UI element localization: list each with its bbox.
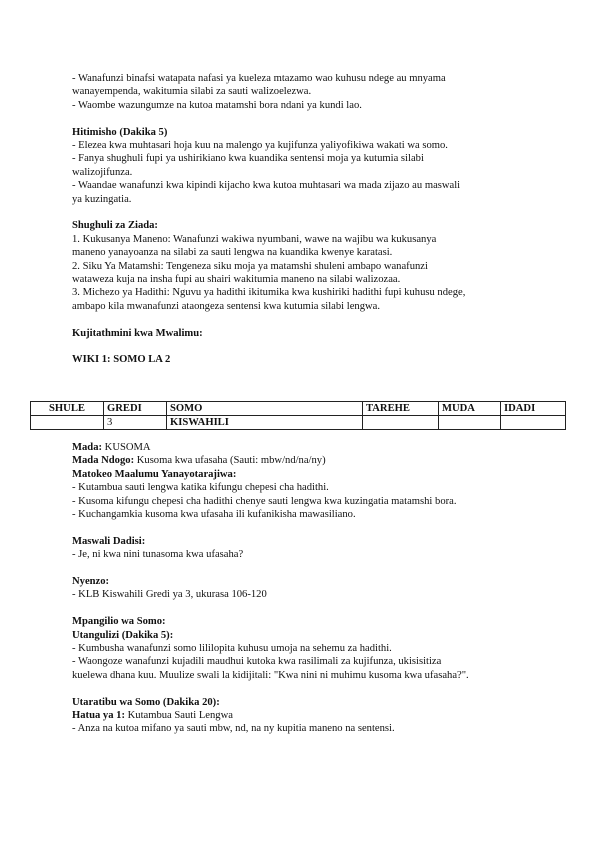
body-line: walizojifunza. — [72, 166, 133, 178]
hatua-value: Kutambua Sauti Lengwa — [124, 710, 233, 722]
body-line: - Kutambua sauti lengwa katika kifungu chepesi cha hadithi. — [72, 482, 329, 494]
mada-ndogo-line — [72, 454, 532, 467]
body-line: - Kumbusha wanafunzi somo lililopita kuhusu umoja na sehemu za hadithi. — [72, 643, 392, 655]
body-line: watawezа kuja na insha fupi au shairi wakitumia maneno na silabi walizozaa. — [72, 274, 401, 286]
header-somo: SOMO — [167, 402, 363, 416]
body-line: - Kusoma kifungu chepesi cha hadithi chenye sauti lengwa kwa kuzingatia matamshi bora. — [72, 495, 457, 507]
hatua-label: Hatua ya 1: — [72, 710, 125, 722]
body-line: ambapo kila mwanafunzi ataongeza sentensi kwa kutumia silabi lengwa. — [72, 300, 380, 312]
maswali-heading: Maswali Dadisi: — [72, 535, 146, 547]
cell-tarehe — [363, 416, 439, 430]
body-line: 3. Michezo ya Hadithi: Nguvu ya hadithi ikitumika kwa kushiriki hadithi fupi kuhusu ndege, — [72, 287, 466, 299]
body-line: kuelewa dhana kuu. Muulize swali la kidijitali: "Kwa nini ni muhimu kusoma kwa ufasaha?". — [72, 669, 469, 681]
cell-idadi — [501, 416, 566, 430]
body-line: - Elezea kwa muhtasari hoja kuu na malengo ya kujifunza yaliyofikiwa wakati wa somo. — [72, 140, 448, 152]
body-line: - Waandae wanafunzi kwa kipindi kijacho kwa kutoa muhtasari wa mada zijazo au maswali — [72, 180, 461, 192]
mada-ndogo-label: Mada Ndogo: — [72, 455, 135, 467]
hitimisho-heading: Hitimisho (Dakika 5) — [72, 126, 168, 138]
wiki-heading: WIKI 1: SOMO LA 2 — [72, 354, 171, 366]
body-line: - KLB Kiswahili Gredi ya 3, ukurasa 106-120 — [72, 589, 267, 601]
mada-ndogo-value: Kusoma kwa ufasaha (Sauti: mbw/nd/na/ny) — [134, 455, 326, 467]
utangulizi-heading: Utangulizi (Dakika 5): — [72, 629, 174, 641]
body-line: - Fanya shughuli fupi ya ushirikiano kwa kuandika sentensi moja ya kutumia silabi — [72, 153, 424, 165]
table-header-row — [31, 402, 566, 416]
header-gredi: GREDI — [104, 402, 167, 416]
header-tarehe: TAREHE — [363, 402, 439, 416]
body-line: maneno yanayoanza na silabi za sauti lengwa na kuandika kwenye karatasi. — [72, 247, 393, 259]
mada-value: KUSOMA — [102, 442, 151, 453]
body-line: - Waombe wazungumze na kutoa matamshi bora ndani ya kundi lao. — [72, 99, 362, 111]
matokeo-heading: Matokeo Maalumu Yanayotarajiwa: — [72, 468, 237, 480]
table-row — [31, 416, 566, 430]
body-line: ya kuzingatia. — [72, 193, 132, 205]
cell-gredi: 3 — [104, 416, 167, 430]
mada-label: Mada: — [72, 442, 103, 453]
upper-section — [72, 72, 532, 367]
kujitathmini-heading: Kujitathmini kwa Mwalimu: — [72, 327, 203, 339]
body-line: 1. Kukusanya Maneno: Wanafunzi wakiwa nyumbani, wawe na wajibu wa kukusanya — [72, 233, 437, 245]
header-shule: SHULE — [31, 402, 104, 416]
body-line: - Je, ni kwa nini tunasoma kwa ufasaha? — [72, 549, 244, 561]
body-line: wanayempenda, wakitumia silabi za sauti walizoelezwa. — [72, 86, 312, 98]
mada-line — [72, 441, 532, 454]
hatua-line — [72, 709, 532, 722]
header-idadi: IDADI — [501, 402, 566, 416]
cell-somo: KISWAHILI — [167, 416, 363, 430]
lesson-info-table — [30, 401, 566, 430]
body-line: - Kuchangamkia kusoma kwa ufasaha ili kufanikisha mawasiliano. — [72, 509, 356, 521]
lower-section — [72, 441, 532, 736]
body-line: - Wanafunzi binafsi watapata nafasi ya kueleza mtazamo wao kuhusu ndege au mnyama — [72, 73, 446, 84]
nyenzo-heading: Nyenzo: — [72, 576, 110, 588]
body-line: 2. Siku Ya Matamshi: Tengeneza siku moja ya matamshi shuleni ambapo wanafunzi — [72, 260, 428, 272]
cell-shule — [31, 416, 104, 430]
mpangilio-heading: Mpangilio wa Somo: — [72, 616, 166, 628]
utaratibu-heading: Utaratibu wa Somo (Dakika 20): — [72, 696, 220, 708]
body-line: - Anza na kutoa mifano ya sauti mbw, nd, na ny kupitia maneno na sentensi. — [72, 723, 395, 735]
body-line: - Waongoze wanafunzi kujadili maudhui kutoka kwa rasilimali za kujifunza, ukisisitiza — [72, 656, 442, 668]
header-muda: MUDA — [439, 402, 501, 416]
shughuli-heading: Shughuli za Ziada: — [72, 220, 158, 232]
cell-muda — [439, 416, 501, 430]
